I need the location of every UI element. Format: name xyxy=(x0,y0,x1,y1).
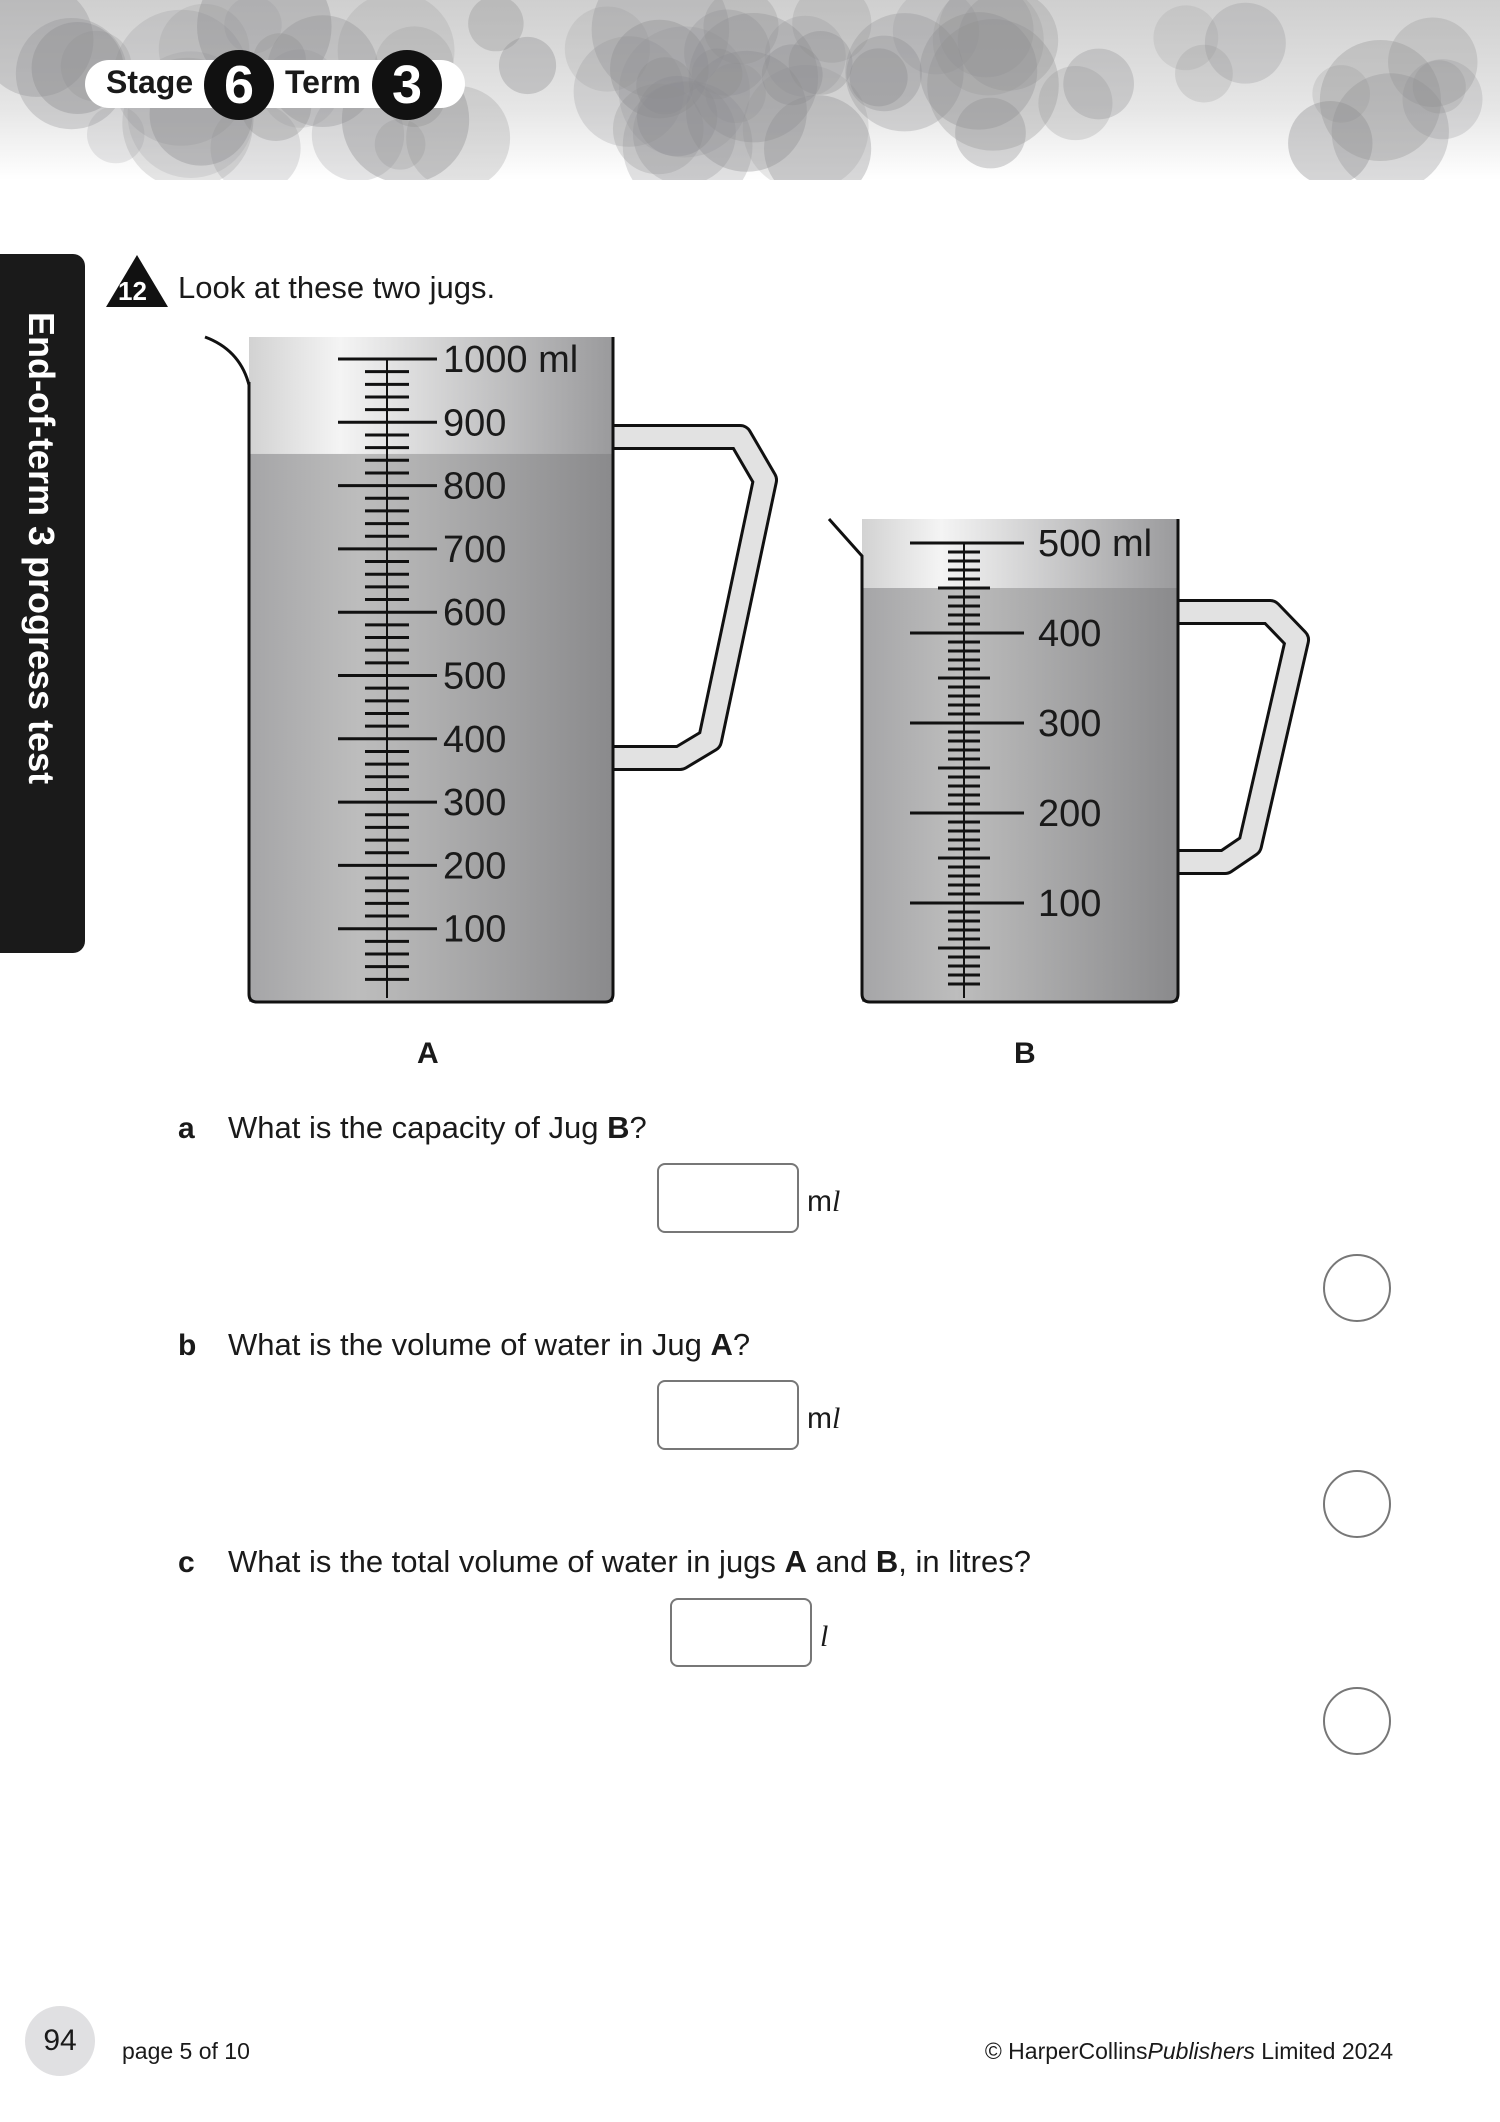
text: What is the capacity of Jug xyxy=(228,1110,608,1145)
jug-b xyxy=(829,519,1297,1002)
part-a-letter: a xyxy=(178,1112,195,1145)
scale-label: 700 xyxy=(443,528,507,571)
part-b-letter: b xyxy=(178,1329,197,1362)
text: and xyxy=(806,1544,876,1579)
scale-label: 800 xyxy=(443,465,507,508)
text: ? xyxy=(732,1327,751,1362)
scale-label: 200 xyxy=(1038,793,1102,835)
unit-text: m xyxy=(807,1402,832,1435)
unit-italic: l xyxy=(820,1620,829,1653)
part-c-letter: c xyxy=(178,1546,195,1579)
part-b-mark-circle xyxy=(1323,1470,1391,1538)
part-c-answer-box[interactable] xyxy=(670,1598,812,1667)
text: © HarperCollins xyxy=(984,2038,1148,2064)
scale-label: 200 xyxy=(443,845,507,888)
side-tab-label: End-of-term 3 progress test xyxy=(21,312,62,785)
part-c-mark-circle xyxy=(1323,1687,1391,1755)
jug-handle-inner xyxy=(613,437,765,758)
part-a-answer-box[interactable] xyxy=(657,1163,799,1233)
unit-italic: l xyxy=(832,1402,841,1435)
scale-label: 1000 ml xyxy=(443,339,579,381)
italic-text: Publishers xyxy=(1147,2038,1255,2064)
part-a-question xyxy=(228,1110,647,1146)
bold-text: A xyxy=(710,1327,733,1362)
jug-a xyxy=(205,337,765,1002)
jug-b-label: B xyxy=(1014,1037,1036,1070)
stage-number: 6 xyxy=(204,50,274,120)
jug-a-label: A xyxy=(417,1037,439,1070)
scale-label: 400 xyxy=(1038,613,1102,655)
bold-text: B xyxy=(607,1110,630,1145)
scale-label: 400 xyxy=(443,718,507,761)
term-label: Term xyxy=(285,64,361,100)
unit-italic: l xyxy=(832,1185,841,1218)
part-b-unit xyxy=(807,1402,840,1436)
part-a-mark-circle xyxy=(1323,1254,1391,1322)
page-number-badge: 94 xyxy=(25,2006,95,2076)
page-of: page 5 of 10 xyxy=(122,2038,250,2064)
bold-text: B xyxy=(875,1544,899,1579)
scale-label: 500 ml xyxy=(1038,523,1153,565)
jug-spout xyxy=(829,519,862,564)
unit-text: m xyxy=(807,1185,832,1218)
text: ? xyxy=(629,1110,647,1145)
jug-handle-inner xyxy=(1178,612,1297,862)
text: Limited 2024 xyxy=(1254,2038,1393,2064)
jug-water xyxy=(249,454,613,1002)
scale-label: 300 xyxy=(1038,703,1102,745)
copyright xyxy=(985,2038,1393,2065)
text: What is the total volume of water in jugs xyxy=(228,1544,785,1579)
jug-water xyxy=(862,588,1178,1002)
question-number: 12 xyxy=(118,276,147,306)
part-a-unit xyxy=(807,1185,840,1219)
text: , in litres? xyxy=(898,1544,1031,1579)
part-c-question xyxy=(228,1544,1031,1580)
part-b-question xyxy=(228,1327,750,1363)
scale-label: 300 xyxy=(443,782,507,825)
jug-spout xyxy=(205,337,249,385)
scale-label: 100 xyxy=(443,908,507,951)
part-c-unit xyxy=(820,1620,828,1654)
stage-label: Stage xyxy=(106,64,194,100)
term-number: 3 xyxy=(372,50,442,120)
bold-text: A xyxy=(784,1544,807,1579)
scale-label: 500 xyxy=(443,655,507,698)
scale-label: 100 xyxy=(1038,883,1102,925)
scale-label: 600 xyxy=(443,592,507,635)
part-b-answer-box[interactable] xyxy=(657,1380,799,1450)
text: What is the volume of water in Jug xyxy=(228,1327,711,1362)
question-intro: Look at these two jugs. xyxy=(178,270,496,305)
scale-label: 900 xyxy=(443,402,507,445)
